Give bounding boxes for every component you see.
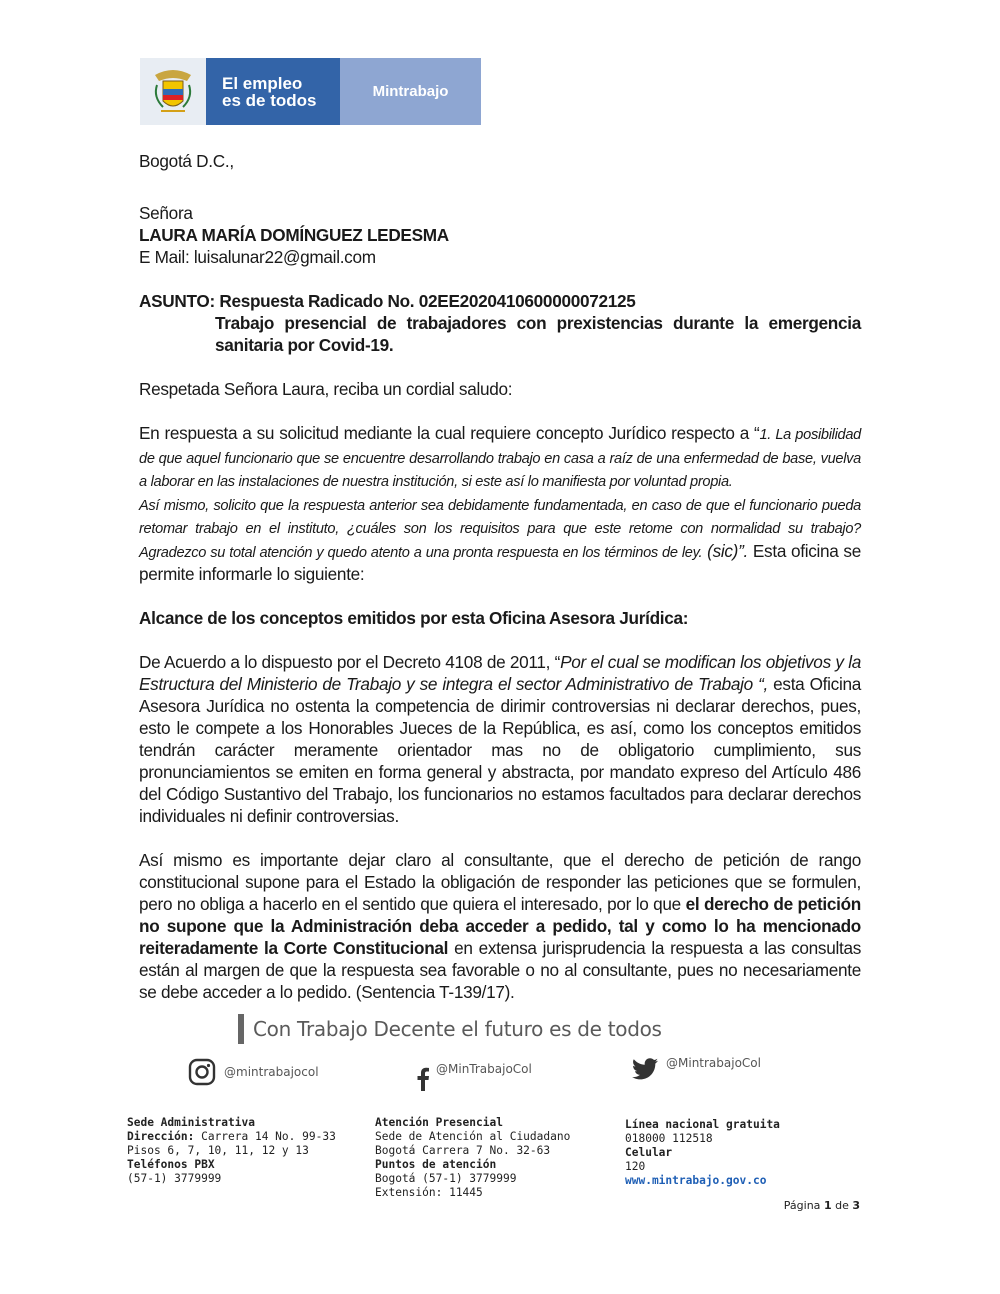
sede-title: Sede Administrativa xyxy=(127,1116,255,1129)
recipient-name: LAURA MARÍA DOMÍNGUEZ LEDESMA xyxy=(139,225,449,245)
atencion-line-3: Bogotá (57-1) 3779999 xyxy=(375,1172,517,1185)
sede-phones: (57-1) 3779999 xyxy=(127,1172,222,1185)
footer-col-atencion xyxy=(375,1116,570,1200)
linea-title: Línea nacional gratuita xyxy=(625,1118,780,1131)
subject-label: ASUNTO: Respuesta Radicado No. 02EE2020410600000072125 xyxy=(139,291,636,311)
slogan-text: Con Trabajo Decente el futuro es de todos xyxy=(253,1017,662,1041)
twitter-handle: @MintrabajoCol xyxy=(666,1056,761,1070)
facebook-icon xyxy=(416,1067,430,1091)
page-word: Página xyxy=(783,1199,824,1212)
scope-decree-title: Por el cual se modifican los objetivos y la Estructura del Ministerio de Trabajo y se integra el sector Administrativo de Trabajo “, xyxy=(139,652,861,694)
recipient-email: E Mail: luisalunar22@gmail.com xyxy=(139,247,376,267)
footer-col-linea xyxy=(625,1118,780,1188)
petition-start: Así mismo es importante dejar claro al consultante, que el derecho de petición de rango constitucional supone para el Estado la obligación de responder las peticiones que se formulen, pero no obliga a hacerlo en el sentido que quiera el interesado, por lo que xyxy=(139,850,861,914)
social-instagram[interactable] xyxy=(188,1058,319,1086)
page-total: 3 xyxy=(852,1199,860,1212)
sede-floors: Pisos 6, 7, 10, 11, 12 y 13 xyxy=(127,1144,309,1157)
website-link[interactable]: www.mintrabajo.gov.co xyxy=(625,1174,767,1187)
atencion-line-4: Extensión: 11445 xyxy=(375,1186,483,1199)
slogan-bar xyxy=(238,1014,244,1044)
paragraph-scope xyxy=(139,651,861,827)
logo-brand-text: Mintrabajo xyxy=(372,83,449,100)
footer-slogan xyxy=(238,1013,662,1045)
header-logo xyxy=(140,58,481,125)
celular-label: Celular xyxy=(625,1146,673,1159)
logo-line-1: El empleo xyxy=(222,73,303,93)
place-date: Bogotá D.C., xyxy=(139,151,234,171)
atencion-line-1: Sede de Atención al Ciudadano xyxy=(375,1130,571,1143)
page-number xyxy=(784,1199,860,1212)
request-quote: 1. La posibilidad de que aquel funcionario que se encuentre desarrollando trabajo en casa a raíz de una enfermedad de base, vuelva a laborar en las instalaciones de nuestra institución, si este así lo manifiesta por voluntad propia. xyxy=(139,427,861,490)
request-sic: (sic)”. xyxy=(702,540,748,561)
atencion-points-label: Puntos de atención xyxy=(375,1158,497,1171)
request-end: Esta oficina se permite informarle lo siguiente: xyxy=(139,540,861,584)
scope-end: esta Oficina Asesora Jurídica no ostenta la competencia de dirimir controversias ni declarar derechos, pues, esto le compete a los Honorables Jueces de la República, es así, como los conceptos emitidos tendrán carácter meramente orientador mas no de obligatorio cumplimiento, sus pronunciamientos se emiten en forma general y abstracta, por mandato expreso del Artículo 486 del Código Sustantivo del Trabajo, los funcionarios no estamos facultados para declarar derechos individuales ni definir controversias. xyxy=(139,674,861,826)
facebook-handle: @MinTrabajoCol xyxy=(436,1062,532,1076)
logo-brand xyxy=(340,58,481,125)
atencion-line-2: Bogotá Carrera 7 No. 32-63 xyxy=(375,1144,551,1157)
sede-phones-label: Teléfonos PBX xyxy=(127,1158,215,1171)
celular-number: 120 xyxy=(625,1160,646,1173)
salutation-title: Señora xyxy=(139,203,193,223)
request-intro: En respuesta a su solicitud mediante la cual requiere concepto Jurídico respecto a “ xyxy=(139,423,760,443)
logo-line-2: es de todos xyxy=(222,90,317,110)
atencion-title: Atención Presencial xyxy=(375,1116,503,1129)
scope-start: De Acuerdo a lo dispuesto por el Decreto 4108 de 2011, “ xyxy=(139,652,561,672)
paragraph-petition xyxy=(139,849,861,1003)
petition-end: en extensa jurisprudencia la respuesta a las consultas están al margen de que la respuesta sea favorable o no al consultante, pues no necesariamente se debe acceder a lo pedido. (Sentencia T-139/17). xyxy=(139,938,861,1002)
sede-address: Carrera 14 No. 99-33 xyxy=(194,1130,336,1143)
subject-text: Trabajo presencial de trabajadores con prexistencias durante la emergencia sanitaria por Covid-19. xyxy=(215,313,861,355)
petition-bold: el derecho de petición no supone que la Administración deba acceder a pedido, tal y como lo ha mencionado reiteradamente la Corte Constitucional xyxy=(139,894,861,958)
instagram-icon xyxy=(188,1058,216,1086)
coat-of-arms-icon xyxy=(140,58,206,125)
linea-number: 018000 112518 xyxy=(625,1132,713,1145)
twitter-icon xyxy=(632,1058,658,1080)
page-current: 1 xyxy=(823,1199,832,1212)
social-facebook[interactable] xyxy=(416,1061,532,1091)
section-heading: Alcance de los conceptos emitidos por esta Oficina Asesora Jurídica: xyxy=(139,608,689,628)
request-quote-2: Así mismo, solicito que la respuesta anterior sea debidamente fundamentada, en caso de que el funcionario pueda retomar trabajo en el instituto, ¿cuáles son los requisitos para que este retome con normalidad su trabajo? Agradezco su total atención y quedo atento a una pronta respuesta en los términos de ley. xyxy=(139,497,861,561)
footer-col-sede xyxy=(127,1116,336,1186)
greeting: Respetada Señora Laura, reciba un cordial saludo: xyxy=(139,379,513,399)
page-of: de xyxy=(831,1199,853,1212)
letter-body xyxy=(139,150,861,1003)
sede-address-label: Dirección: xyxy=(127,1130,195,1143)
social-twitter[interactable] xyxy=(632,1058,761,1080)
logo-slogan xyxy=(206,58,340,125)
paragraph-request xyxy=(139,422,861,585)
instagram-handle: @mintrabajocol xyxy=(224,1065,319,1079)
